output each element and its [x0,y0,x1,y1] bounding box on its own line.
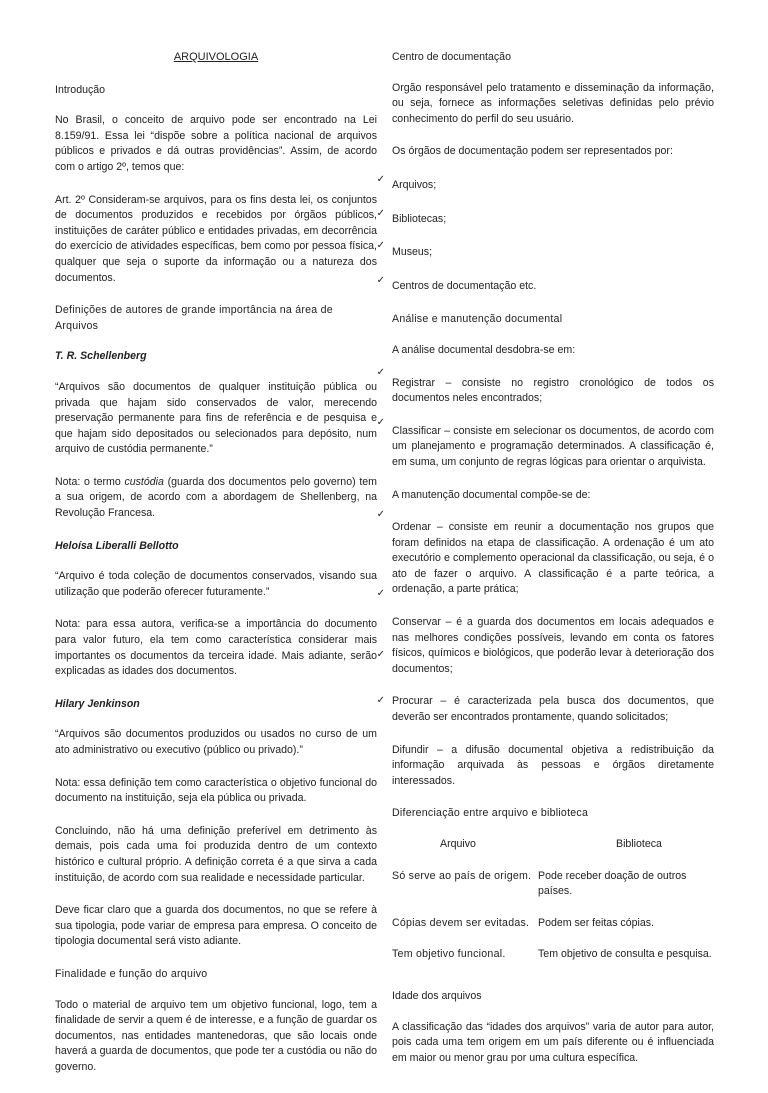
paragraph-art2: Art. 2º Consideram-se arquivos, para os fins desta lei, os conjuntos de documentos produzidos e recebidos por órgãos públicos, instituições de caráter público e entidades privadas, em decorrência do exercício de atividades específicas, bem como por pessoa física, qualquer que seja o suporte da informação ou a natureza dos documentos. [55,193,377,284]
heading-finalidade: Finalidade e função do arquivo [55,967,208,980]
note-bellotto: Nota: para essa autora, verifica-se a importância do documento para valor futuro, ela tem como característica considerar mais importantes os documentos da terceira idade. Mais adiante, serão explicadas as idades dos documentos. [55,618,377,678]
note-schellenberg: Nota: o termo custódia (guarda dos documentos pelo governo) tem a sua origem, de acordo com a abordagem de Shellenberg, na Revolução Francesa. [55,475,377,520]
table-cell: Tem objetivo de consulta e pesquisa. [538,948,712,961]
quote-jenkinson: “Arquivos são documentos produzidos ou usados no curso de um ato administrativo ou executivo (público ou privado).” [55,728,377,756]
paragraph-registrar: Registrar – consiste no registro cronológico de todos os documentos neles encontrados; [392,376,714,405]
heading-definicoes: Definições de autores de grande importância na área de Arquivos [55,304,333,332]
check-mark-icon: ✓ [376,208,385,219]
quote-bellotto: “Arquivo é toda coleção de documentos conservados, visando sua utilização que poderão oferecer futuramente.” [55,570,377,598]
heading-idade: Idade dos arquivos [392,989,482,1002]
right-column [392,50,714,1083]
table-cell: Pode receber doação de outros países. [538,869,687,898]
paragraph-ordenar: Ordenar – consiste em reunir a documentação nos grupos que foram definidos na etapa de classificação. A ordenação é um ato executório e complemento operacional da classificação, ou seja, é o ato de fazer o arquivo. A classificação é a parte teórica, a ordenação, a parte prática; [392,521,714,596]
check-mark-icon: ✓ [376,174,385,185]
check-mark-icon: ✓ [376,240,385,251]
table-header-biblioteca: Biblioteca [616,838,662,850]
check-mark-icon: ✓ [376,275,385,286]
paragraph-finalidade: Todo o material de arquivo tem um objetivo funcional, logo, tem a finalidade de servir a quem é de interesse, e a função de guardar os documentos, nas entidades mantenedoras, que são locais onde haverá a guarda de documentos, que pode ter a custódia ou não do governo. [55,998,377,1073]
check-mark-icon: ✓ [376,417,385,428]
paragraph-centro: Orgão responsável pelo tratamento e disseminação da informação, ou seja, fornece as informações seletivas definidas pelo prévio conhecimento do perfil do seu usuário. [392,81,714,125]
paragraph-conservar: Conservar – é a guarda dos documentos em locais adequados e nas melhores condições possíveis, levando em conta os fatores físicos, químicos e biológicos, que poderão levar à deterioração dos documentos; [392,616,714,675]
paragraph-difundir: Difundir – a difusão documental objetiva a redistribuição da informação arquivada às pessoas e órgãos diretamente interessados. [392,743,714,787]
paragraph-manutencao-intro: A manutenção documental compõe-se de: [392,488,591,501]
paragraph-procurar: Procurar – é caracterizada pela busca dos documentos, que deverão ser encontrados prontamente, quando solicitados; [392,695,714,724]
table-cell: Cópias devem ser evitadas. [392,916,530,929]
paragraph-orgaos: Os órgãos de documentação podem ser representados por: [392,145,673,158]
heading-analise: Análise e manutenção documental [392,313,563,326]
check-mark-icon: ✓ [376,695,385,706]
quote-schellenberg: “Arquivos são documentos de qualquer instituição pública ou privada que hajam sido conservados de valor, merecendo preservação permanente para fins de referência e de pesquisa e que hajam sido depositados ou selecionados para depósito, num arquivo de custódia permanente.” [55,380,377,456]
table-cell: Podem ser feitas cópias. [538,916,654,929]
heading-diferenciacao: Diferenciação entre arquivo e biblioteca [392,807,589,820]
check-mark-icon: ✓ [376,588,385,599]
comparison-table [392,837,722,979]
list-item-museus: Museus; [392,246,433,259]
paragraph-analise-intro: A análise documental desdobra-se em: [392,343,576,356]
table-header-arquivo: Arquivo [440,838,476,850]
table-row [392,947,722,979]
paragraph-tipologia: Deve ficar claro que a guarda dos documentos, no que se refere à sua tipologia, pode variar de empresa para empresa. O conceito de tipologia documental será visto adiante. [55,904,377,948]
author-schellenberg: T. R. Schellenberg [55,350,147,363]
paragraph-conclusion: Concluindo, não há uma definição preferível em detrimento às demais, pois cada uma foi produzida dentro de um contexto histórico e cultural próprio. A definição correta é a que sirva a cada instituição, de acordo com sua realidade e necessidade particular. [55,824,377,884]
table-row [392,916,722,948]
table-cell: Tem objetivo funcional. [392,948,506,961]
heading-introducao: Introdução [55,83,106,96]
author-bellotto: Heloísa Liberalli Bellotto [55,539,179,552]
heading-centro: Centro de documentação [392,51,511,63]
paragraph-intro: No Brasil, o conceito de arquivo pode ser encontrado na Lei 8.159/91. Essa lei “dispõe sobre a política nacional de arquivos públicos e privados e dá outras providências”. Assim, de acordo com o artigo 2º, temos que: [55,114,377,173]
table-cell: Só serve ao país de origem. [392,869,532,882]
table-row [392,869,722,916]
list-item-arquivos: Arquivos; [392,178,437,191]
note-jenkinson: Nota: essa definição tem como característica o objetivo funcional do documento na instituição, seja ela pública ou privada. [55,776,377,805]
check-mark-icon: ✓ [376,509,385,520]
list-item-bibliotecas: Bibliotecas; [392,212,447,225]
paragraph-classificar: Classificar – consiste em selecionar os documentos, de acordo com um planejamento e programação determinados. A classificação é, em suma, um conjunto de regras lógicas para orientar o arquivista. [392,424,714,468]
left-column [55,50,385,1093]
paragraph-idade: A classificação das “idades dos arquivos” varia de autor para autor, pois cada uma tem origem em um país diferente ou é influenciada em maior ou menor grau por uma cultura específica. [392,1020,714,1064]
check-mark-icon: ✓ [376,367,385,378]
author-jenkinson: Hilary Jenkinson [55,697,140,710]
document-title: ARQUIVOLOGIA [173,51,259,63]
check-mark-icon: ✓ [376,649,385,660]
list-item-centros: Centros de documentação etc. [392,279,537,292]
